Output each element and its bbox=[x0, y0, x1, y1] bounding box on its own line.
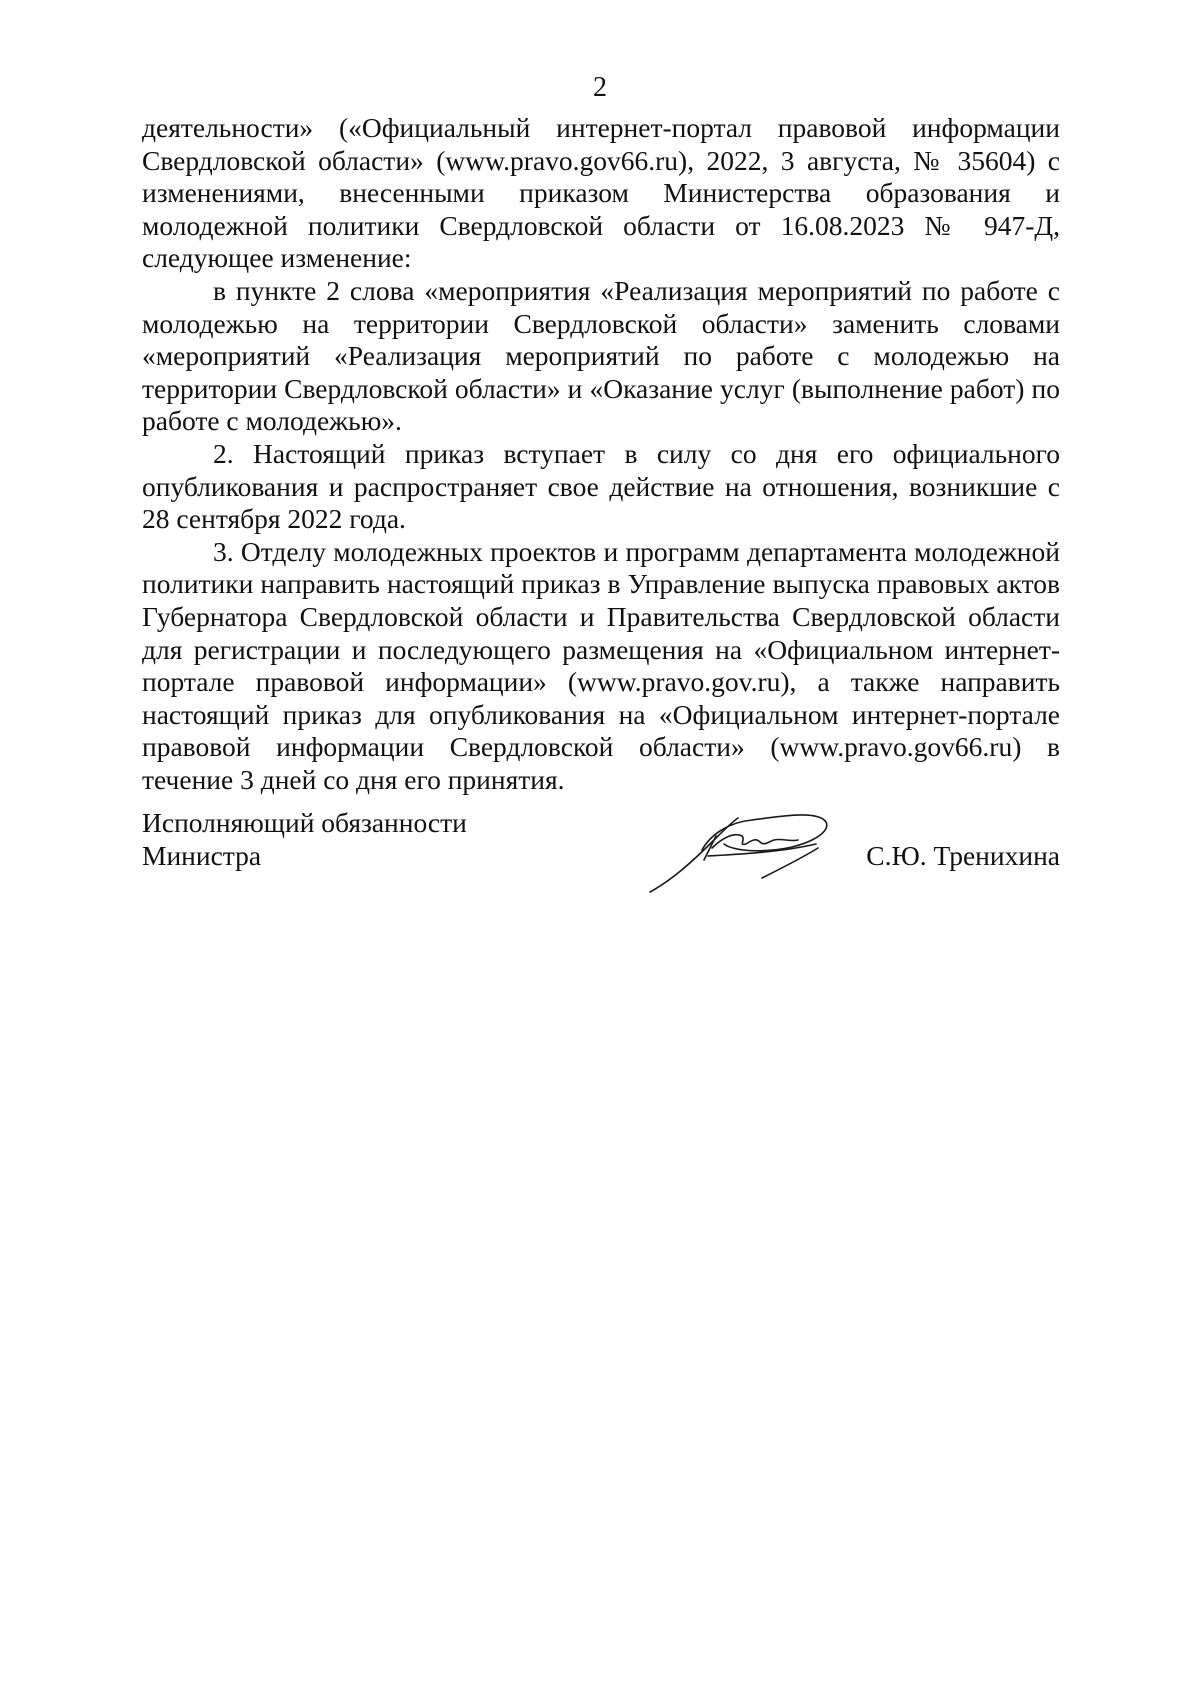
signer-position-line-2: Министра bbox=[142, 840, 262, 871]
paragraph-item-3: 3. Отделу молодежных проектов и программ департамента молодежной политики направить настоящий приказ в Управление выпуска правовых актов Губернатора Свердловской области и Правительства Свердловской области для регистрации и последующего размещения на «Официальном интернет-портале правовой информации» (www.pravo.gov.ru), а также направить настоящий приказ для опубликования на «Официальном интернет-портале правовой информации Свердловской области» (www.pravo.gov66.ru) в течение 3 дней со дня его принятия. bbox=[142, 535, 1060, 795]
signer-name: С.Ю. Тренихина bbox=[866, 840, 1060, 871]
paragraph-item-2: 2. Настоящий приказ вступает в силу со дня его официального опубликования и распространяет свое действие на отношения, возникшие с 28 сентября 2022 года. bbox=[142, 437, 1060, 535]
document-body bbox=[142, 112, 1060, 796]
signer-position bbox=[142, 806, 467, 872]
paragraph-amendment: в пункте 2 слова «мероприятия «Реализация мероприятий по работе с молодежью на территории Свердловской области» заменить словами «мероприятий «Реализация мероприятий по работе с молодежью на территории Свердловской области» и «Оказание услуг (выполнение работ) по работе с молодежью». bbox=[142, 274, 1060, 437]
handwritten-signature-icon bbox=[642, 792, 842, 902]
signer-position-line-1: Исполняющий обязанности bbox=[142, 807, 467, 838]
signature-block bbox=[142, 806, 1060, 926]
paragraph-continuation: деятельности» («Официальный интернет-портал правовой информации Свердловской области» (www.pravo.gov66.ru), 2022, 3 августа, № 35604) с изменениями, внесенными приказом Министерства образования и молодежной политики Свердловской области от 16.08.2023 № 947-Д, следующее изменение: bbox=[142, 112, 1060, 274]
page-number: 2 bbox=[593, 72, 607, 103]
